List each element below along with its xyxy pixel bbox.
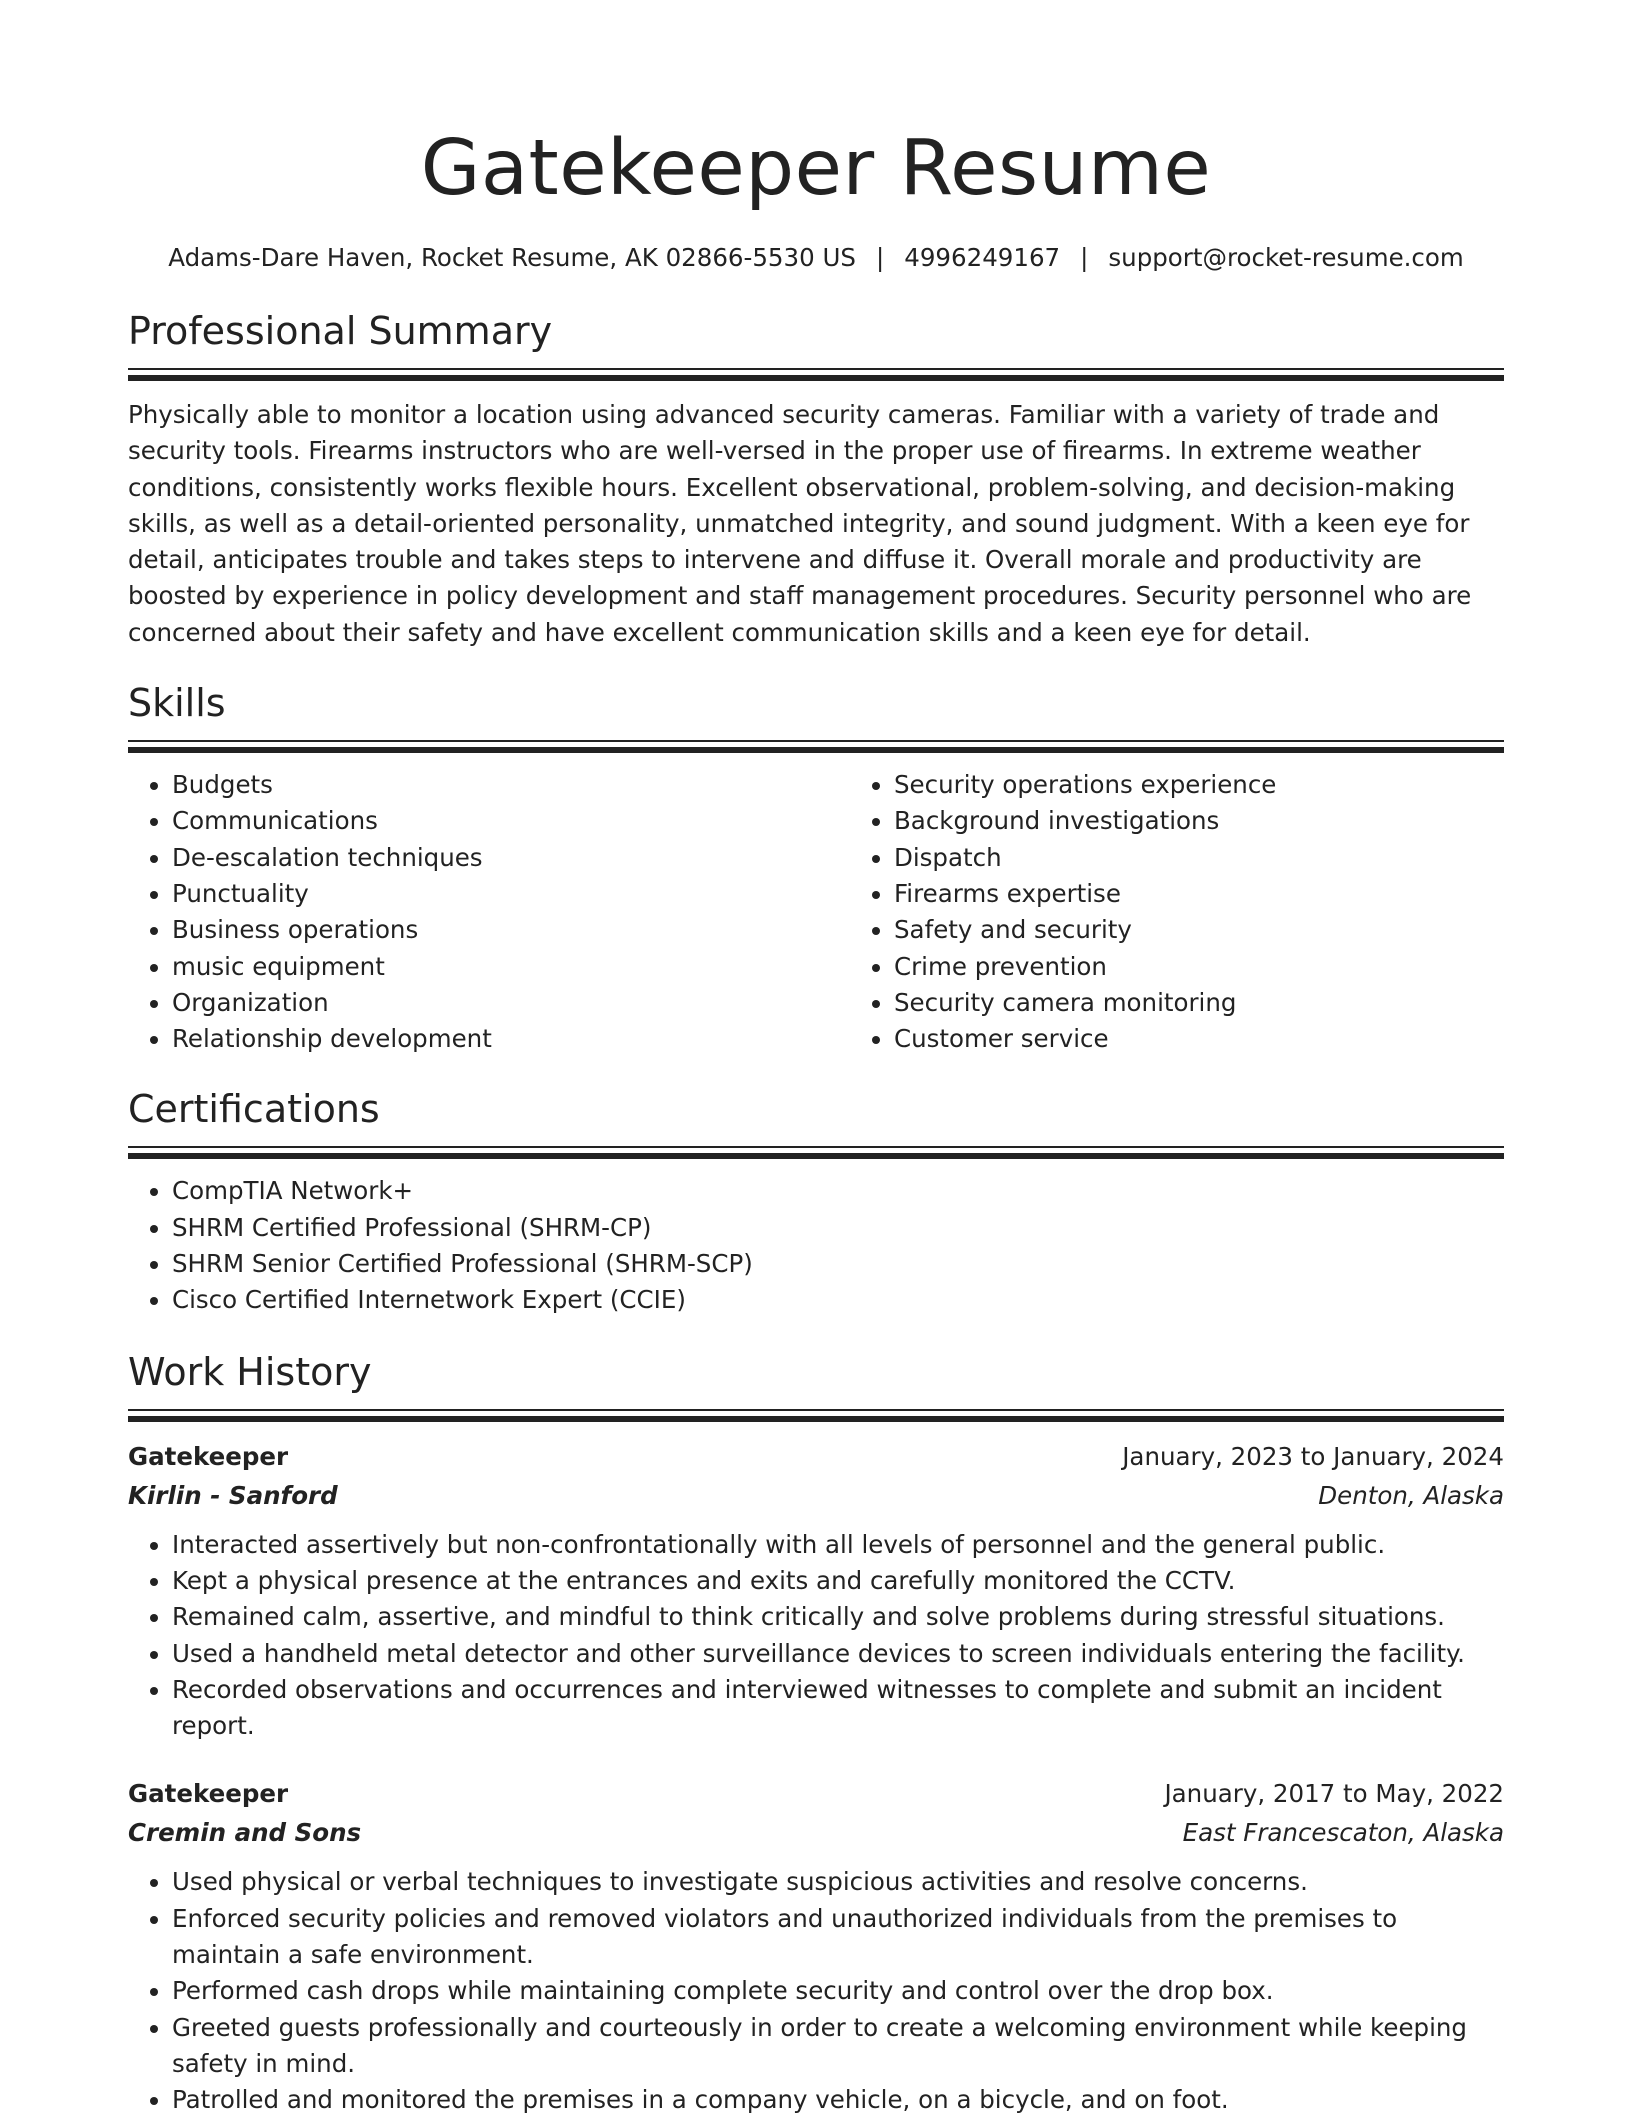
skills-list-right xyxy=(850,767,1591,1057)
contact-separator: | xyxy=(875,243,885,272)
contact-address: Adams-Dare Haven, Rocket Resume, AK 02866-5530 US xyxy=(168,243,856,272)
skills-section xyxy=(128,680,1504,1057)
list-item: • Used physical or verbal techniques to investigate suspicious activities and resolve concerns. xyxy=(172,1864,1504,1900)
job-entry xyxy=(128,1437,1504,1745)
list-item: • Firearms expertise xyxy=(894,876,1591,912)
list-item: • Greeted guests professionally and courteously in order to create a welcoming environment while keeping safety in mind. xyxy=(172,2010,1504,2083)
job-dates: January, 2023 to January, 2024 xyxy=(1122,1441,1504,1471)
list-item: • Organization xyxy=(172,985,850,1021)
job-dates: January, 2017 to May, 2022 xyxy=(1164,1779,1504,1809)
skills-list-left xyxy=(128,767,850,1057)
contact-email: support@rocket-resume.com xyxy=(1108,243,1464,272)
section-heading: Work History xyxy=(128,1349,372,1394)
list-item: • Business operations xyxy=(172,912,850,948)
list-item: • music equipment xyxy=(172,949,850,985)
list-item: • Budgets xyxy=(172,767,850,803)
skills-columns xyxy=(128,767,1504,1057)
section-divider xyxy=(128,1146,1504,1159)
job-company: Kirlin - Sanford xyxy=(128,1480,338,1510)
list-item: • Performed cash drops while maintaining complete security and control over the drop box. xyxy=(172,1973,1504,2009)
list-item: • Security operations experience xyxy=(894,767,1591,803)
work-history-section xyxy=(128,1349,1504,2119)
job-bullets xyxy=(128,1527,1504,1745)
list-item: • Enforced security policies and removed violators and unauthorized individuals from the premises to maintain a safe environment. xyxy=(172,1901,1504,1974)
list-item: • Cisco Certified Internetwork Expert (CCIE) xyxy=(172,1282,1504,1318)
contact-separator: | xyxy=(1080,243,1089,272)
list-item: • Communications xyxy=(172,803,850,839)
section-divider xyxy=(128,1409,1504,1422)
job-location: East Francescaton, Alaska xyxy=(1182,1818,1504,1848)
list-item: • De-escalation techniques xyxy=(172,840,850,876)
job-entry xyxy=(128,1774,1504,2118)
section-heading: Skills xyxy=(128,681,226,726)
certifications-section xyxy=(128,1086,1504,1318)
contact-line xyxy=(128,242,1504,274)
list-item: • Security camera monitoring xyxy=(894,985,1591,1021)
section-divider xyxy=(128,368,1504,381)
summary-section xyxy=(128,308,1504,651)
list-item: • SHRM Senior Certified Professional (SHRM-SCP) xyxy=(172,1246,1504,1282)
section-divider xyxy=(128,740,1504,753)
resume-title: Gatekeeper Resume xyxy=(420,124,1212,213)
list-item: • Customer service xyxy=(894,1021,1591,1057)
list-item: • Remained calm, assertive, and mindful to think critically and solve problems during stressful situations. xyxy=(172,1599,1504,1635)
list-item: • Relationship development xyxy=(172,1021,850,1057)
job-subheader xyxy=(128,1813,1504,1852)
list-item: • Dispatch xyxy=(894,840,1591,876)
list-item: • Kept a physical presence at the entrances and exits and carefully monitored the CCTV. xyxy=(172,1563,1504,1599)
job-location: Denton, Alaska xyxy=(1318,1480,1504,1510)
section-heading: Professional Summary xyxy=(128,309,553,353)
job-title: Gatekeeper xyxy=(128,1441,289,1471)
list-item: • Crime prevention xyxy=(894,949,1591,985)
summary-text: Physically able to monitor a location using advanced security cameras. Familiar with a variety of trade and security tools. Firearms instructors who are well-versed in the proper use of firearms. In extreme weather conditions, consistently works flexible hours. Excellent observational, problem-solving, and decision-making skills, as well as a detail-oriented personality, unmatched integrity, and sound judgment. With a keen eye for detail, anticipates trouble and takes steps to intervene and diffuse it. Overall morale and productivity are boosted by experience in policy development and staff management procedures. Security personnel who are concerned about their safety and have excellent communication skills and a keen eye for detail. xyxy=(128,400,1472,647)
list-item: • Interacted assertively but non-confrontationally with all levels of personnel and the general public. xyxy=(172,1527,1504,1563)
job-header xyxy=(128,1774,1504,1813)
job-subheader xyxy=(128,1476,1504,1515)
list-item: • Used a handheld metal detector and other surveillance devices to screen individuals entering the facility. xyxy=(172,1636,1504,1672)
job-header xyxy=(128,1437,1504,1476)
certifications-list xyxy=(128,1173,1504,1318)
list-item: • Punctuality xyxy=(172,876,850,912)
contact-phone: 4996249167 xyxy=(904,243,1061,272)
section-heading: Certifications xyxy=(128,1087,380,1132)
list-item: • Recorded observations and occurrences and interviewed witnesses to complete and submit an incident report. xyxy=(172,1672,1504,1745)
list-item: • Patrolled and monitored the premises in a company vehicle, on a bicycle, and on foot. xyxy=(172,2082,1504,2118)
job-company: Cremin and Sons xyxy=(128,1818,362,1848)
list-item: • Safety and security xyxy=(894,912,1591,948)
list-item: • Background investigations xyxy=(894,803,1591,839)
job-title: Gatekeeper xyxy=(128,1779,289,1809)
list-item: • CompTIA Network+ xyxy=(172,1173,1504,1209)
list-item: • SHRM Certified Professional (SHRM-CP) xyxy=(172,1210,1504,1246)
job-bullets xyxy=(128,1864,1504,2118)
